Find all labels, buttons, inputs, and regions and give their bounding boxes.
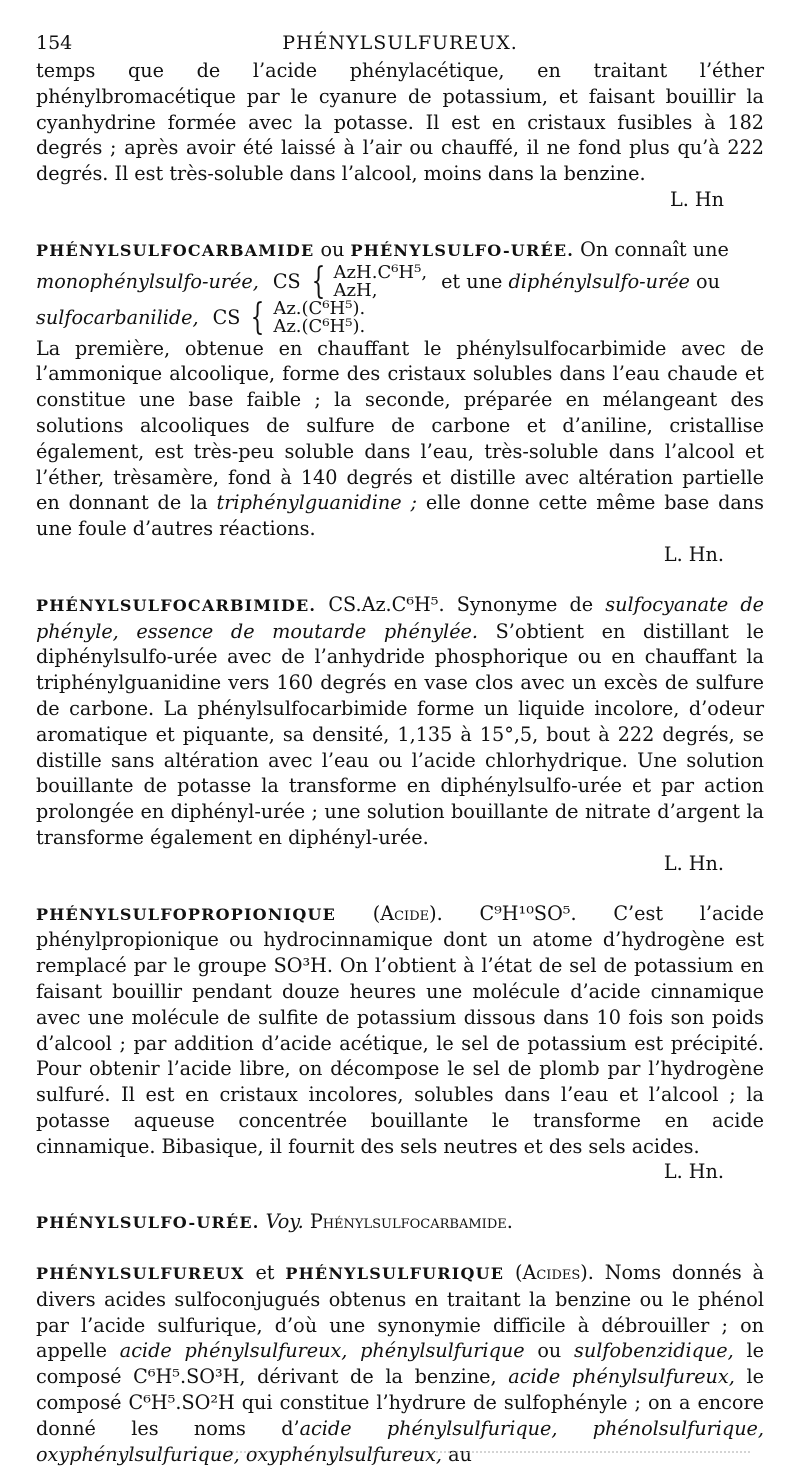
entry-headword: PHÉNYLSULFOCARBAMIDE bbox=[36, 240, 315, 260]
entry-phenylsulfocarbamide bbox=[36, 237, 764, 568]
page bbox=[36, 30, 764, 1467]
page-number: 154 bbox=[36, 32, 73, 54]
entry-phenylsulfureux bbox=[36, 1260, 764, 1467]
entry-phenylsulfocarbimide bbox=[36, 592, 764, 877]
continuation-paragraph bbox=[36, 58, 764, 213]
entry-headword-alt: PHÉNYLSULFO-URÉE. bbox=[350, 240, 575, 260]
term-italic: acide phénylsulfureux, phénylsulfurique bbox=[119, 1339, 525, 1363]
term-italic: acide phénylsulfurique, phénolsulfurique, oxyphénylsulfurique, oxyphénylsulfureux, bbox=[36, 1416, 765, 1466]
formula-line-2 bbox=[36, 296, 764, 338]
formula-row: Az.(C⁶H⁵). bbox=[273, 297, 366, 319]
author-signature: L. Hn. bbox=[663, 542, 724, 566]
entry-text: au bbox=[448, 1442, 472, 1466]
entry-formula: C⁹H¹⁰SO⁵. bbox=[479, 901, 577, 925]
running-title: PHÉNYLSULFUREUX. bbox=[282, 32, 518, 54]
entry-text: Noms donnés à divers acides sulfoconjugués obtenus en traitant la benzine ou le phénol par l’acide sulfurique, d’où une synonymie difficile à débrouiller ; on appelle bbox=[36, 1261, 764, 1363]
entry-text: le composé C⁶H⁵.SO³H, dérivant de la benzine, bbox=[36, 1339, 764, 1389]
see-also-label: Voy. bbox=[265, 1210, 304, 1234]
entry-text: elle donne cette même base dans une foule d’autres réactions. bbox=[36, 491, 764, 541]
term-italic: acide phénylsulfureux, bbox=[508, 1365, 735, 1389]
entry-formula: CS.Az.C⁶H⁵. bbox=[328, 592, 445, 616]
entry-headword: PHÉNYLSULFUREUX bbox=[36, 1264, 245, 1284]
headword-connector: et bbox=[255, 1261, 275, 1285]
headword-connector: ou bbox=[320, 237, 345, 261]
entry-text: ou bbox=[696, 269, 720, 293]
entry-kind: (Acides). bbox=[515, 1261, 594, 1285]
entry-text: le composé C⁶H⁵.SO²H qui constitue l’hydrure de sulfophényle ; on a encore donné les noms d’ bbox=[36, 1365, 764, 1440]
term-italic: monophénylsulfo-urée, bbox=[36, 269, 259, 293]
entry-headword: PHÉNYLSULFO-URÉE. bbox=[36, 1213, 260, 1233]
term-italic: sulfobenzidique, bbox=[574, 1339, 734, 1363]
formula-prefix: CS bbox=[212, 305, 241, 329]
entry-headword: PHÉNYLSULFOCARBIMIDE. bbox=[36, 595, 317, 615]
term-italic: diphénylsulfo-urée bbox=[508, 269, 690, 293]
entry-headword-alt: PHÉNYLSULFURIQUE bbox=[285, 1264, 505, 1284]
author-signature: L. Hn bbox=[669, 187, 724, 211]
formula-prefix: CS bbox=[272, 269, 301, 293]
brace-glyph: { bbox=[251, 296, 265, 338]
entry-text: et une bbox=[441, 269, 503, 293]
entry-text: On connaît une bbox=[580, 237, 729, 261]
entry-kind: (Acide). bbox=[372, 901, 443, 925]
entry-text: Synonyme de bbox=[456, 592, 594, 616]
author-signature: L. Hn. bbox=[663, 1160, 724, 1184]
formula-row: AzH, bbox=[333, 279, 378, 301]
brace-glyph: { bbox=[311, 260, 325, 302]
formula-stack bbox=[333, 261, 428, 301]
cross-reference-link[interactable]: Phénylsulfocarbamide. bbox=[309, 1210, 513, 1234]
term-italic: sulfocarbanilide, bbox=[36, 305, 199, 329]
term-italic: triphénylguanidine ; bbox=[216, 491, 417, 515]
entry-text: ou bbox=[537, 1339, 562, 1363]
entry-phenylsulfo-uree bbox=[36, 1209, 764, 1236]
entry-headword: PHÉNYLSULFOPROPIONIQUE bbox=[36, 904, 337, 924]
continuation-text: temps que de l’acide phénylacétique, en traitant l’éther phénylbromacétique par le cyanure de potassium, et faisant bouillir la cyanhydrine formée avec la potasse. Il est en cristaux fusibles à 182 degrés ; après avoir été laissé à l’air ou chauffé, il ne fond plus qu’à 222 degrés. Il est très-soluble dans l’alcool, moins dans la benzine. bbox=[36, 59, 764, 186]
formula-row: AzH.C⁶H⁵, bbox=[333, 261, 428, 283]
running-header bbox=[36, 30, 764, 58]
term-italic: sulfocyanate de phényle, essence de moutarde phénylée. bbox=[36, 592, 764, 643]
entry-text: S’obtient en distillant le diphénylsulfo-urée avec de l’anhydride phosphorique ou en chauffant la triphénylguanidine vers 160 degrés en vase clos avec un excès de sulfure de carbone. La phénylsulfocarbimide forme un liquide incolore, d’odeur aromatique et piquante, sa densité, 1,135 à 15°,5, bout à 222 degrés, se distille sans altération avec l’eau ou l’acide chlorhydrique. Une solution bouillante de potasse la transforme en diphénylsulfo-urée et par action prolongée en diphényl-urée ; une solution bouillante de nitrate d’argent la transforme également en diphényl-urée. bbox=[36, 619, 764, 849]
entry-text: La première, obtenue en chauffant le phénylsulfocarbimide avec de l’ammonique alcoolique, forme des cristaux solubles dans l’eau chaude et constitue une base faible ; la seconde, préparée en mélangeant des solutions alcooliques de sulfure de carbone et d’aniline, cristallise également, est très-peu soluble dans l’eau, très-soluble dans l’alcool et l’éther, trèsamère, fond à 140 degrés et distille avec altération partielle en donnant de la bbox=[36, 336, 764, 515]
formula-line-1 bbox=[36, 260, 764, 302]
formula-stack bbox=[273, 297, 366, 337]
formula-row: Az.(C⁶H⁵). bbox=[273, 315, 366, 337]
author-signature: L. Hn. bbox=[663, 851, 724, 875]
entry-text: C’est l’acide phénylpropionique ou hydrocinnamique dont un atome d’hydrogène est remplacé par le groupe SO³H. On l’obtient à l’état de sel de potassium en faisant bouillir pendant douze heures une molécule d’acide cinnamique avec une molécule de sulfite de potassium dissous dans 10 fois son poids d’alcool ; par addition d’acide acétique, le sel de potassium est précipité. Pour obtenir l’acide libre, on décompose le sel de plomb par l’hydrogène sulfuré. Il est en cristaux incolores, solubles dans l’eau et l’alcool ; la potasse aqueuse concentrée bouillante le transforme en acide cinnamique. Bibasique, il fournit des sels neutres et des sels acides. bbox=[36, 901, 764, 1158]
entry-phenylsulfopropionique bbox=[36, 901, 764, 1186]
bottom-margin-artifact bbox=[60, 1448, 750, 1453]
